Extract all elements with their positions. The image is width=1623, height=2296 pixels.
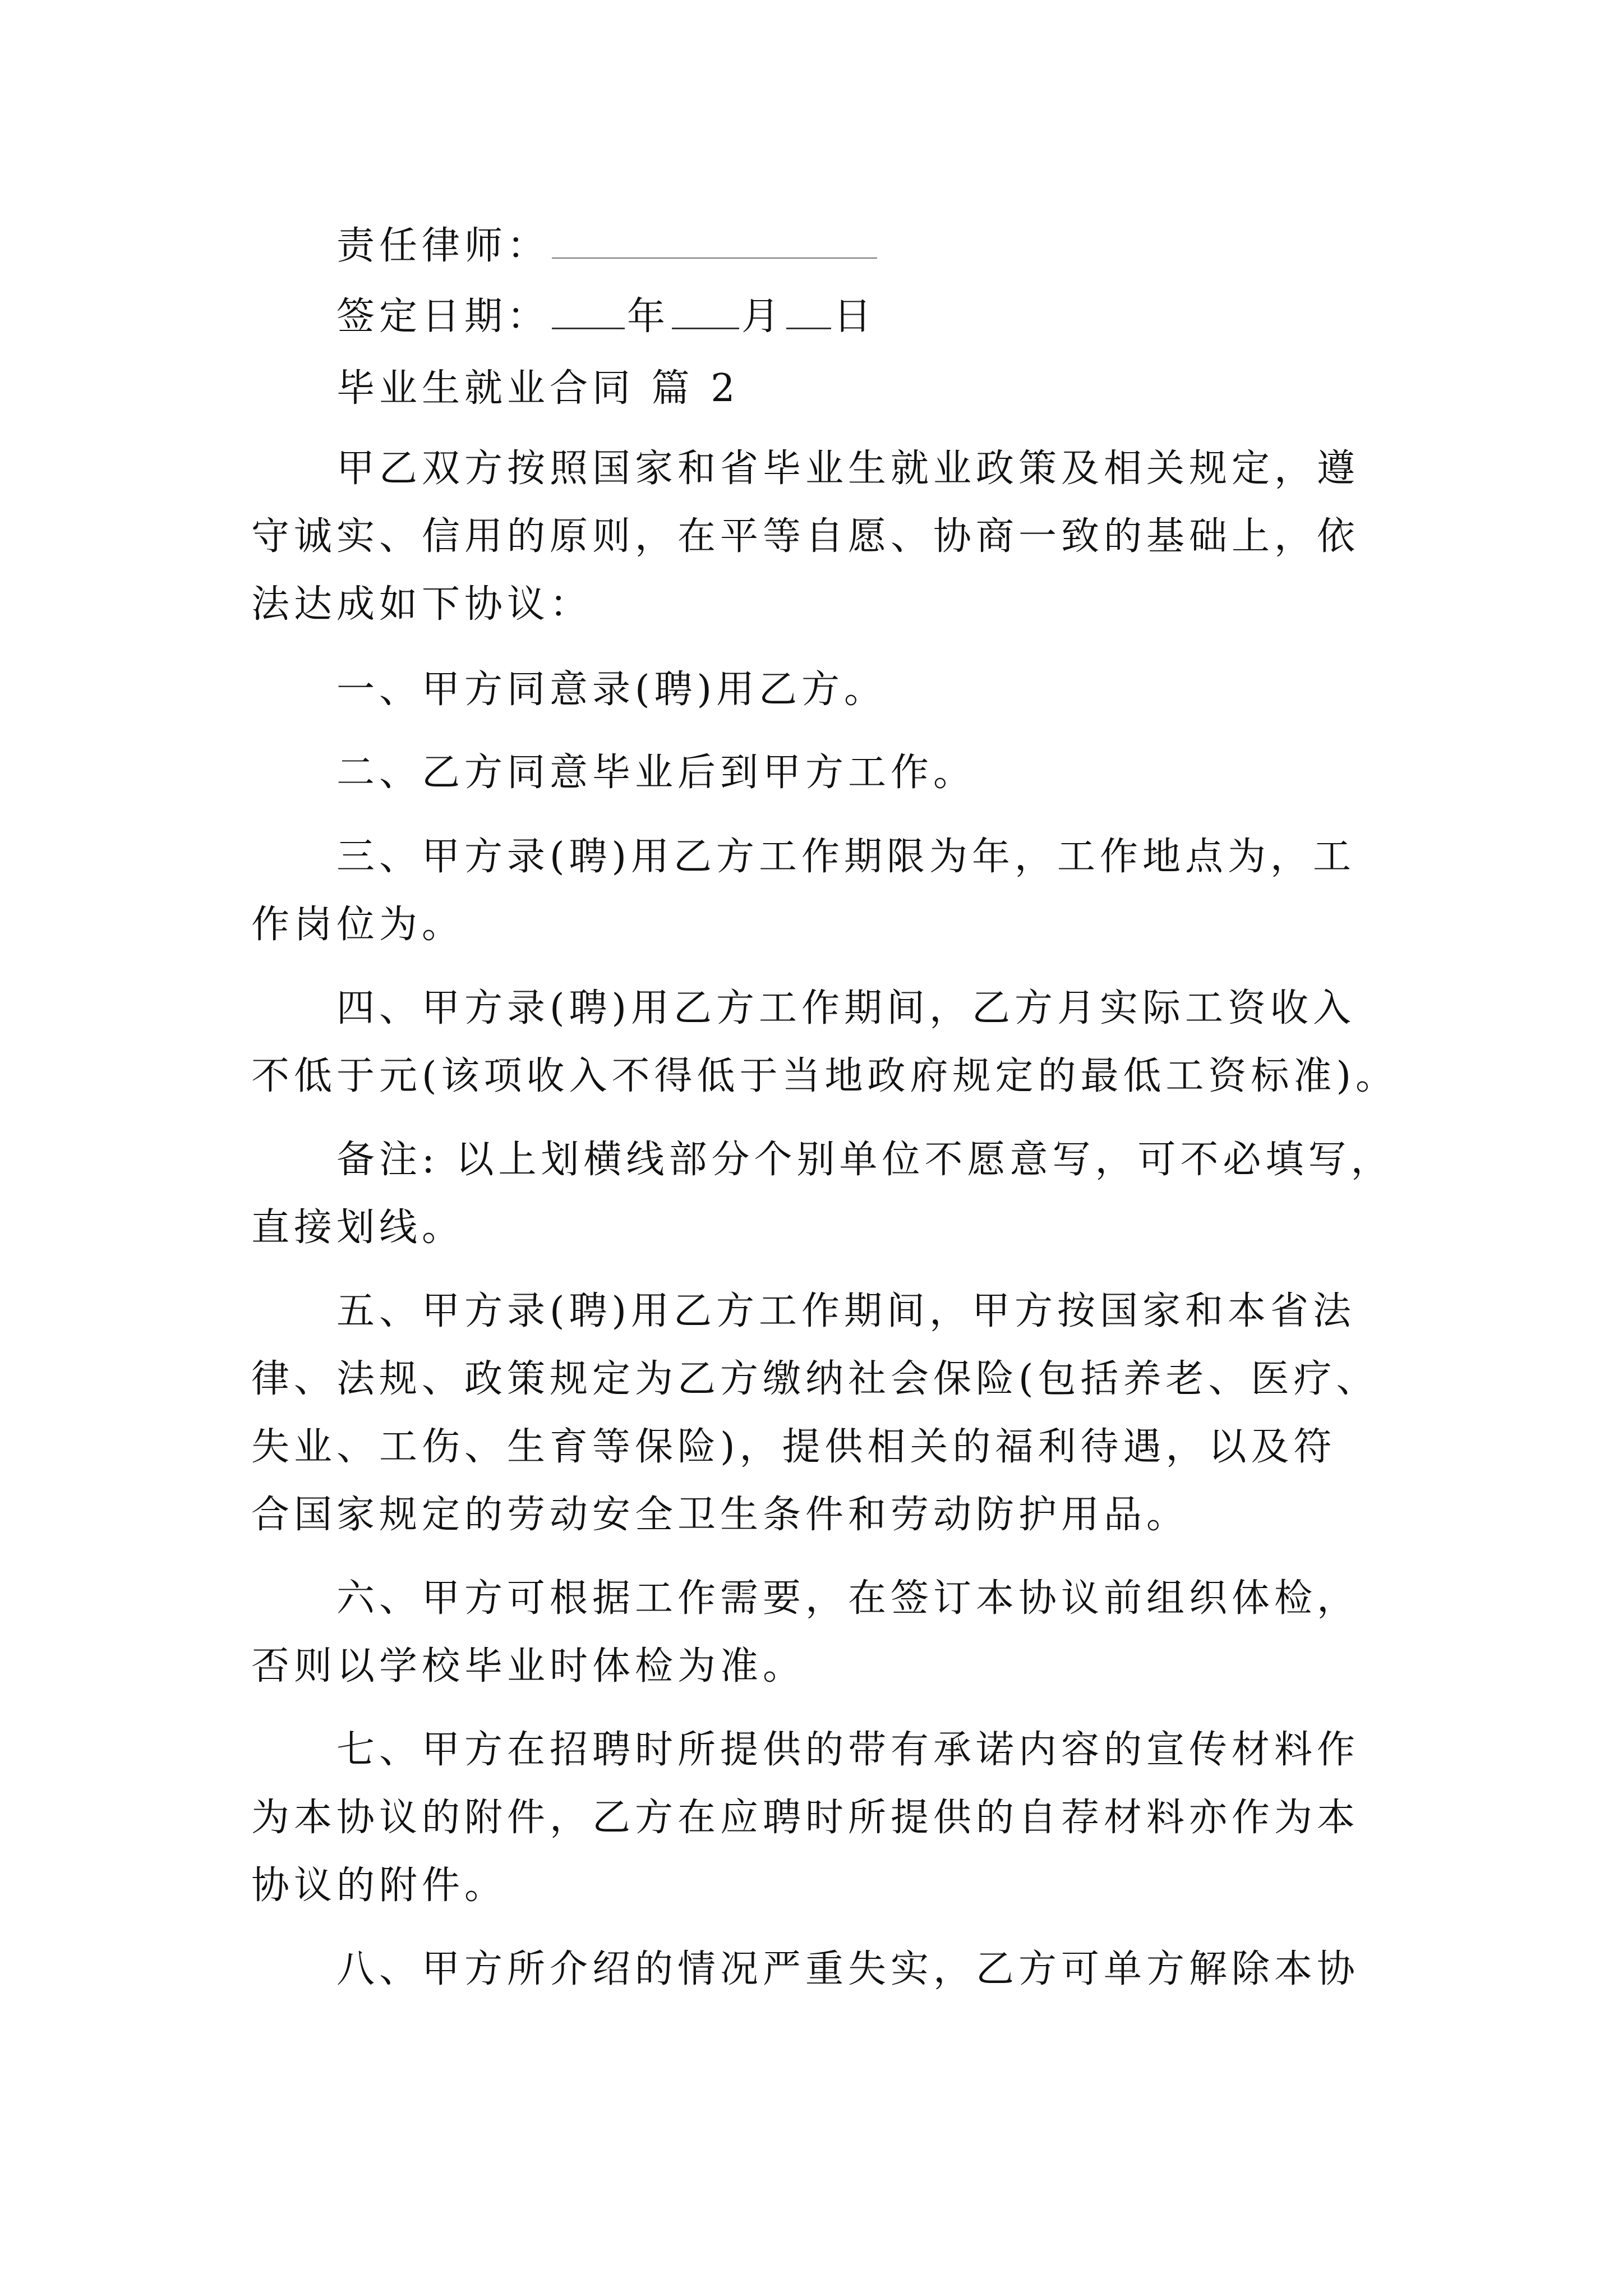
paragraph-line: 作岗位为。 <box>251 903 465 947</box>
year-label: 年 <box>627 295 670 339</box>
paragraph-line: 六、甲方可根据工作需要，在签订本协议前组织体检， <box>336 1576 1360 1621</box>
paragraph-line: 甲乙双方按照国家和省毕业生就业政策及相关规定，遵 <box>336 447 1360 491</box>
paragraph-line: 不低于元(该项收入不得低于当地政府规定的最低工资标准)。 <box>251 1054 1399 1098</box>
day-label: 日 <box>833 295 877 339</box>
lawyer-blank <box>552 223 877 259</box>
paragraph-line: 法达成如下协议： <box>251 582 593 627</box>
paragraph-line: 三、甲方录(聘)用乙方工作期限为年，工作地点为，工 <box>336 835 1356 879</box>
date-line <box>336 286 876 348</box>
paragraph-line: 二、乙方同意毕业后到甲方工作。 <box>336 751 976 795</box>
month-label: 月 <box>741 295 785 339</box>
paragraph-line: 八、甲方所介绍的情况严重失实，乙方可单方解除本协 <box>336 1947 1360 1991</box>
date-label: 签定日期： <box>336 295 550 339</box>
year-blank <box>552 293 625 329</box>
paragraph-line: 备注: 以上划横线部分个别单位不愿意写，可不必填写， <box>336 1138 1394 1182</box>
paragraph-line: 合国家规定的劳动安全卫生条件和劳动防护用品。 <box>251 1493 1189 1537</box>
lawyer-label: 责任律师： <box>336 224 550 268</box>
section-heading: 毕业生就业合同 篇 2 <box>336 366 740 411</box>
lawyer-line <box>336 215 879 277</box>
paragraph-line: 为本协议的附件，乙方在应聘时所提供的自荐材料亦作为本 <box>251 1796 1360 1840</box>
paragraph-line: 协议的附件。 <box>251 1864 508 1908</box>
paragraph-line: 律、法规、政策规定为乙方缴纳社会保险(包括养老、医疗、 <box>251 1357 1379 1401</box>
paragraph-line: 直接划线。 <box>251 1205 465 1250</box>
day-blank <box>786 293 831 329</box>
month-blank <box>672 293 739 329</box>
paragraph-line: 七、甲方在招聘时所提供的带有承诺内容的宣传材料作 <box>336 1728 1360 1772</box>
paragraph-line: 一、甲方同意录(聘)用乙方。 <box>336 668 887 712</box>
paragraph-line: 失业、工伤、生育等保险)，提供相关的福利待遇，以及符 <box>251 1425 1336 1469</box>
paragraph-line: 五、甲方录(聘)用乙方工作期间，甲方按国家和本省法 <box>336 1289 1356 1333</box>
paragraph-line: 否则以学校毕业时体检为准。 <box>251 1644 806 1688</box>
paragraph-line: 守诚实、信用的原则，在平等自愿、协商一致的基础上，依 <box>251 514 1360 559</box>
paragraph-line: 四、甲方录(聘)用乙方工作期间，乙方月实际工资收入 <box>336 986 1356 1030</box>
